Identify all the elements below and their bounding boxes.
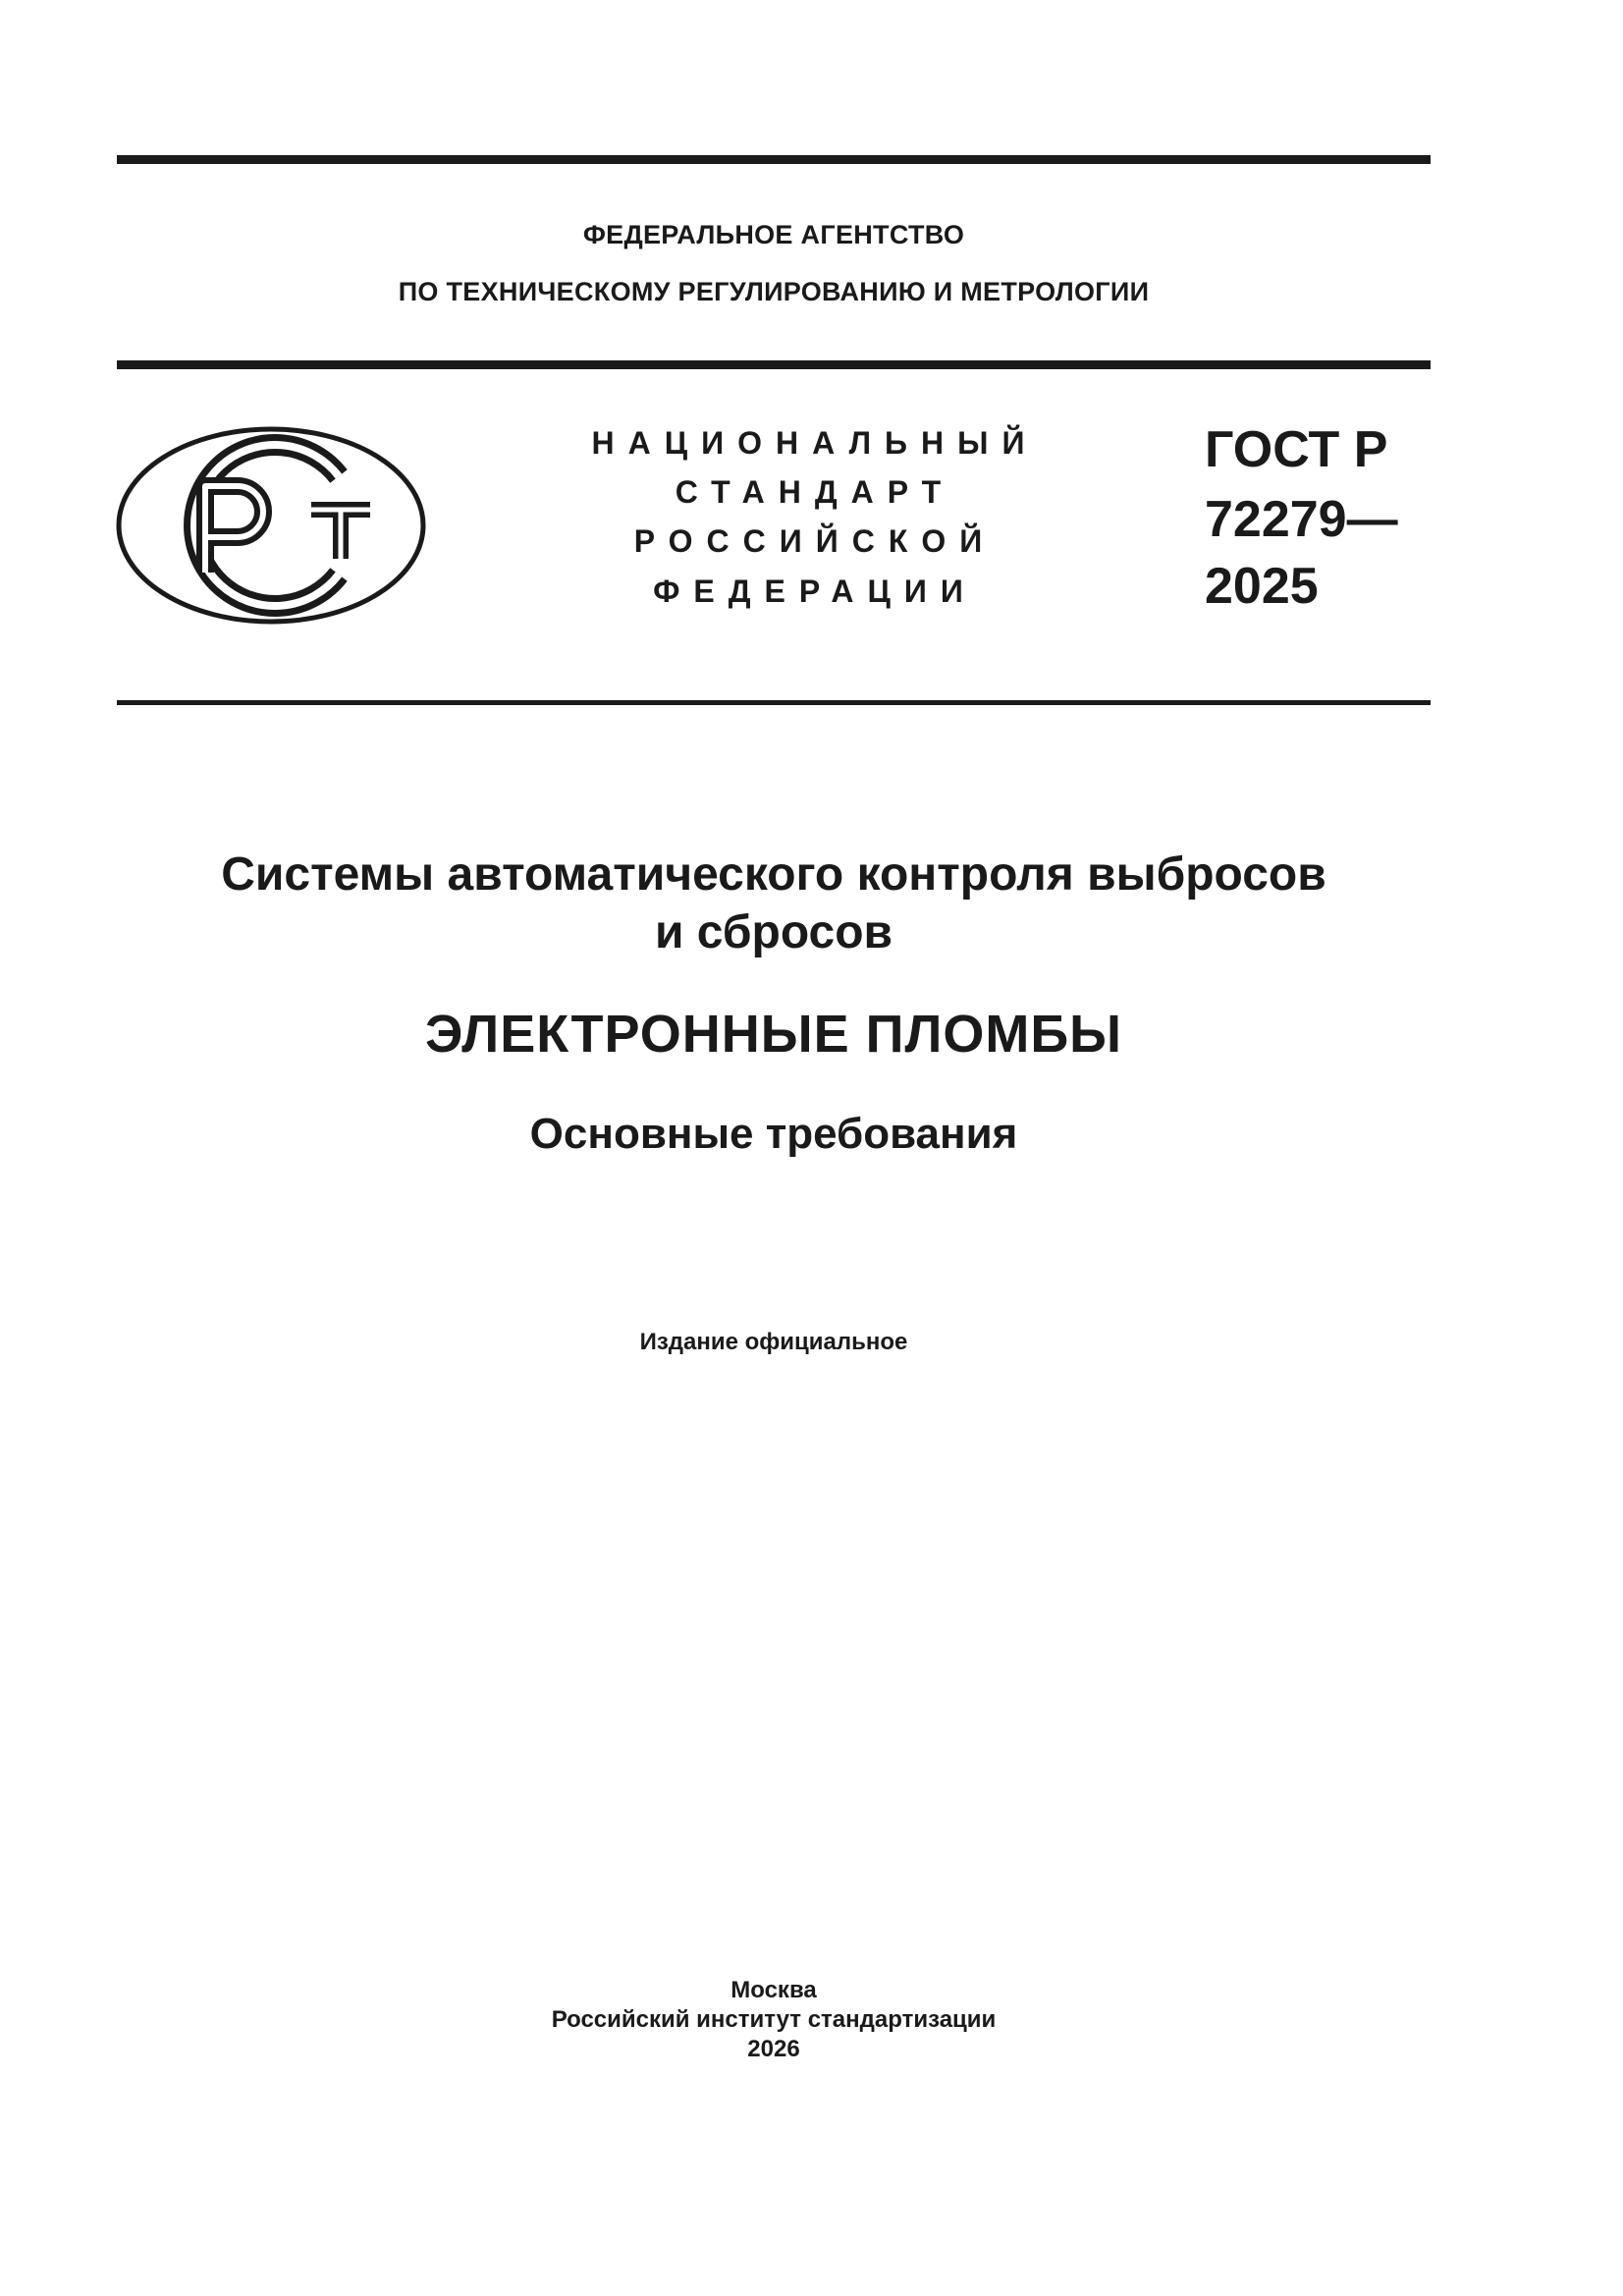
standard-designation-line2: 72279— bbox=[1205, 491, 1398, 548]
standard-type-line2: СТАНДАРТ bbox=[675, 474, 955, 510]
document-title-line1: Системы автоматического контроля выбросов bbox=[221, 848, 1326, 901]
document-title-line2: и сбросов bbox=[654, 906, 893, 958]
imprint-year: 2026 bbox=[747, 2036, 800, 2062]
imprint-city: Москва bbox=[730, 1977, 817, 2003]
header-rule bbox=[117, 700, 1431, 705]
top-rule bbox=[117, 155, 1431, 164]
standard-designation-line1: ГОСТ Р bbox=[1205, 421, 1388, 478]
imprint-publisher: Российский институт стандартизации bbox=[551, 2006, 997, 2033]
rst-certification-mark-icon bbox=[115, 425, 427, 627]
standard-type-line3: РОССИЙСКОЙ bbox=[633, 523, 997, 559]
standard-type-line4: ФЕДЕРАЦИИ bbox=[653, 574, 977, 609]
agency-name-line1: ФЕДЕРАЛЬНОЕ АГЕНТСТВО bbox=[582, 220, 965, 249]
edition-label: Издание официальное bbox=[639, 1329, 908, 1355]
standard-type-line1: НАЦИОНАЛЬНЫЙ bbox=[591, 425, 1039, 461]
document-title-main: ЭЛЕКТРОННЫЕ ПЛОМБЫ bbox=[424, 1005, 1123, 1064]
agency-name-line2: ПО ТЕХНИЧЕСКОМУ РЕГУЛИРОВАНИЮ И МЕТРОЛОГИИ bbox=[398, 277, 1150, 306]
document-subtitle: Основные требования bbox=[529, 1110, 1018, 1158]
standard-designation-line3: 2025 bbox=[1205, 558, 1319, 615]
agency-rule bbox=[117, 360, 1431, 369]
